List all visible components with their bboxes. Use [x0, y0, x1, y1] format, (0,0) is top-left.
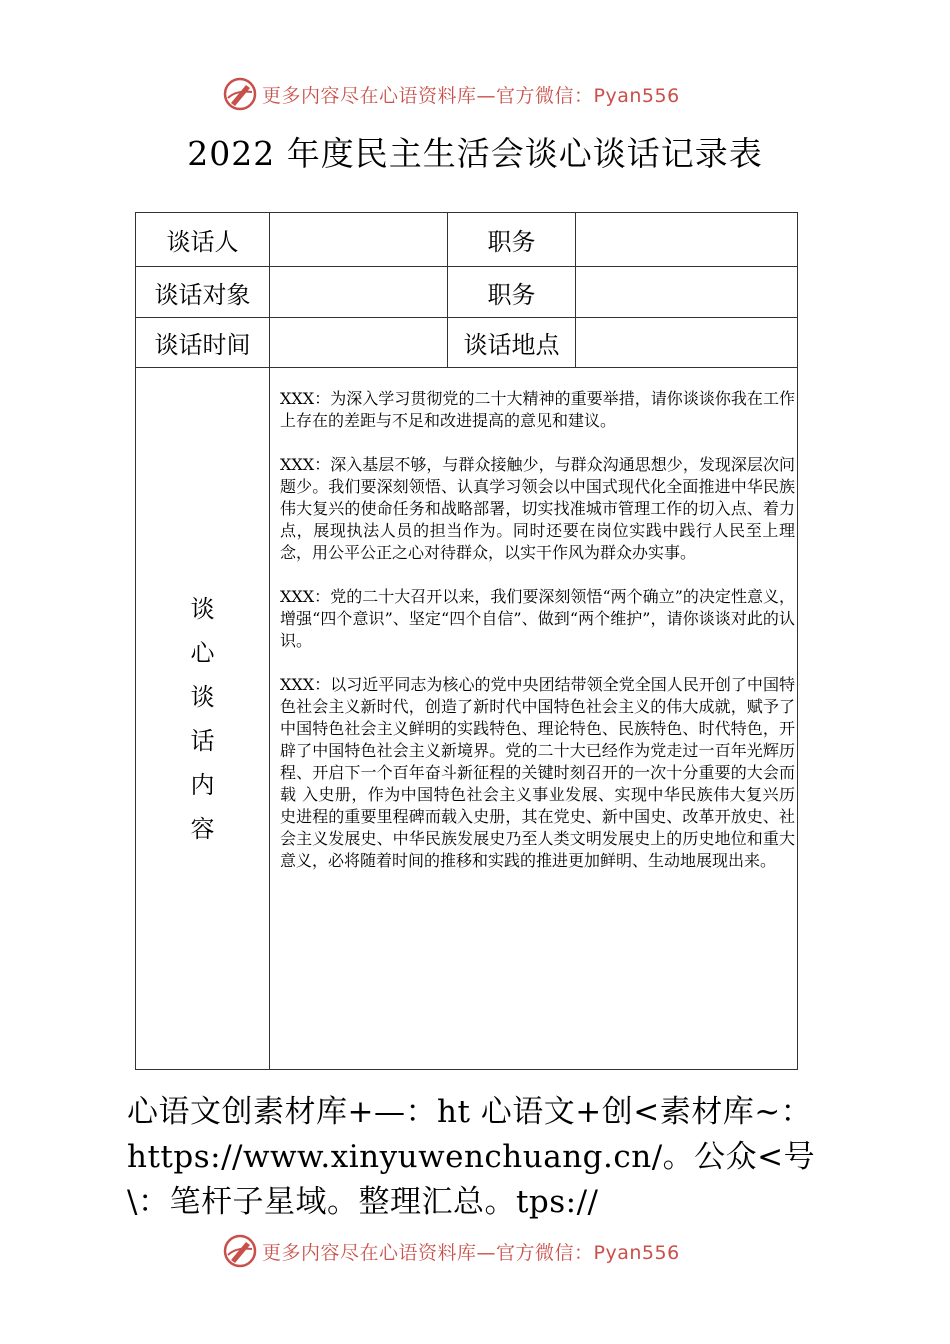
- content-label-cell: [136, 368, 270, 1070]
- content-label-vertical: [188, 587, 218, 851]
- conversation-paragraph: XXX：党的二十大召开以来，我们要深刻领悟“两个确立”的决定性意义，增强“四个意识”、坚定“四个自信”、做到“两个维护”，请你谈谈对此的认识。: [280, 587, 795, 650]
- page-title: 2022 年度民主生活会谈心谈话记录表: [187, 134, 763, 173]
- footer-text: [127, 1090, 827, 1225]
- footer-line: \：笔杆子星域。整理汇总。tps://: [127, 1184, 599, 1220]
- label-target-position: 职务: [448, 267, 576, 318]
- pen-logo-icon: [222, 1233, 258, 1269]
- content-label-char: 话: [190, 726, 215, 755]
- content-label-char: 心: [190, 638, 215, 667]
- place-value-cell[interactable]: [576, 318, 798, 368]
- label-target: 谈话对象: [136, 267, 270, 318]
- label-speaker: 谈话人: [136, 213, 270, 267]
- time-value-cell[interactable]: [270, 318, 448, 368]
- speaker-position-value-cell[interactable]: [576, 213, 798, 267]
- content-label-char: 谈: [190, 594, 215, 623]
- content-label-char: 谈: [190, 682, 215, 711]
- target-position-value-cell[interactable]: [576, 267, 798, 318]
- conversation-content-cell[interactable]: [270, 368, 798, 1070]
- conversation-paragraph: XXX：为深入学习贯彻党的二十大精神的重要举措，请你谈谈你我在工作上存在的差距与不足和改进提高的意见和建议。: [280, 389, 795, 430]
- record-form-table: [135, 212, 798, 1070]
- form-row-target: [136, 267, 798, 318]
- conversation-paragraph: XXX：深入基层不够，与群众接触少，与群众沟通思想少，发现深层次问题少。我们要深刻领悟、认真学习领会以中国式现代化全面推进中华民族伟大复兴的使命任务和战略部署，切实找准城市管理工作的切入点、着力点，展现执法人员的担当作为。同时还要在岗位实践中践行人民至上理念，用公平公正之心对待群众，以实干作风为群众办实事。: [280, 455, 795, 562]
- content-label-char: 容: [190, 814, 215, 843]
- label-time: 谈话时间: [136, 318, 270, 368]
- label-place: 谈话地点: [448, 318, 576, 368]
- pen-logo-icon: [222, 76, 258, 112]
- conversation-paragraph: XXX：以习近平同志为核心的党中央团结带领全党全国人民开创了中国特色社会主义新时代，创造了新时代中国特色社会主义的伟大成就，赋予了中国特色社会主义鲜明的实践特色、理论特色、民族特色、时代特色，开辟了中国特色社会主义新境界。党的二十大已经作为党走过一百年光辉历程、开启下一个百年奋斗新征程的关键时刻召开的一次十分重要的大会而载 入史册，作为中国特色社会主义事业发展、实现中华民族伟大复兴历史进程的重要里程碑而载入史册，其在党史、新中国史、改革开放史、社会主义发展史、中华民族发展史乃至人类文明发展史上的历史地位和重大意义，必将随着时间的推移和实践的推进更加鲜明、生动地展现出来。: [280, 675, 795, 870]
- form-row-time-place: [136, 318, 798, 368]
- watermark-text: 更多内容尽在心语资料库—官方微信：Pyan556: [262, 1241, 680, 1264]
- speaker-value-cell[interactable]: [270, 213, 448, 267]
- label-speaker-position: 职务: [448, 213, 576, 267]
- footer-line: https://www.xinyuwenchuang.cn/。公众<号: [127, 1139, 816, 1175]
- footer-line: 心语文创素材库+—：ht 心语文+创<素材库~：: [127, 1094, 813, 1130]
- watermark-top: [222, 74, 680, 114]
- target-value-cell[interactable]: [270, 267, 448, 318]
- content-label-char: 内: [190, 770, 215, 799]
- form-row-speaker: [136, 213, 798, 267]
- watermark-bottom: [222, 1231, 680, 1271]
- watermark-text: 更多内容尽在心语资料库—官方微信：Pyan556: [262, 84, 680, 107]
- form-row-content: [136, 368, 798, 1070]
